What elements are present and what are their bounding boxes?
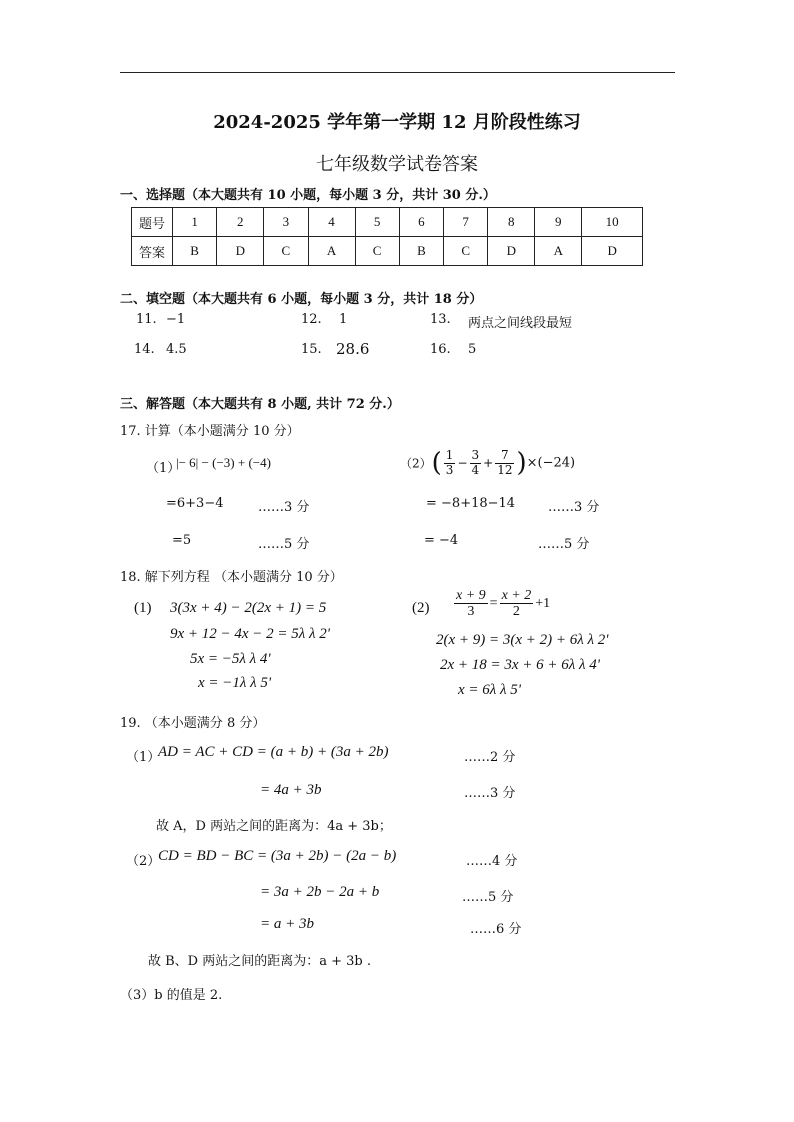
q17-p2-expr <box>400 448 575 478</box>
expr-tail: +1 <box>535 595 551 611</box>
numerator: x + 9 <box>456 588 486 603</box>
q17-p1-step2-score: ……5 分 <box>258 537 310 552</box>
q19-title: 19. （本小题满分 8 分） <box>120 716 266 731</box>
q19-p1-line1: AD = AC + CD = (a + b) + (3a + 2b) <box>158 744 389 760</box>
table-cell: 2 <box>217 208 264 237</box>
table-cell: 6 <box>399 208 443 237</box>
q19-p1-line2: = 4a + 3b <box>260 782 322 798</box>
denominator: 3 <box>445 462 454 477</box>
table-cell: 9 <box>535 208 582 237</box>
table-cell: D <box>488 237 535 266</box>
q19-p1-label: （1） <box>126 750 161 765</box>
fill-num-15: 15. <box>301 342 322 357</box>
fill-ans-11: −1 <box>166 312 186 327</box>
q17-p2-step1-score: ……3 分 <box>548 500 600 515</box>
q17-p1-step2: =5 <box>172 533 192 548</box>
table-header-a: 答案 <box>132 237 173 266</box>
q17-p1-expr: |− 6| − (−3) + (−4) <box>176 455 271 470</box>
fill-num-13: 13. <box>430 312 451 327</box>
table-row-questions <box>132 208 643 237</box>
q19-p2-conclusion: 故 B、D 两站之间的距离为：a + 3b . <box>148 954 372 969</box>
denominator: 3 <box>467 604 475 620</box>
q18-p1-line: 3(3x + 4) − 2(2x + 1) = 5 <box>170 600 327 616</box>
fraction <box>495 449 514 476</box>
table-cell: C <box>444 237 488 266</box>
q19-p1-line1-score: ……2 分 <box>464 750 516 765</box>
q19-p2-line3: = a + 3b <box>260 916 314 932</box>
q17-p2-step2-score: ……5 分 <box>538 537 590 552</box>
numerator: 3 <box>471 448 480 463</box>
q18-p1-label: (1) <box>134 600 152 616</box>
q19-p1-line2-score: ……3 分 <box>464 786 516 801</box>
table-cell: C <box>264 237 308 266</box>
expr-tail: ×(−24) <box>526 455 576 471</box>
q18-p2-line: x = 6λ λ 5' <box>458 682 521 698</box>
table-cell: D <box>582 237 643 266</box>
fill-num-14: 14. <box>134 342 155 357</box>
fill-num-16: 16. <box>430 342 451 357</box>
section1-heading: 一、选择题（本大题共有 10 小题，每小题 3 分，共计 30 分.） <box>120 188 496 203</box>
fraction <box>470 449 482 476</box>
operator: − <box>457 456 468 470</box>
fill-ans-12: 1 <box>339 312 348 327</box>
q19-p2-line2: = 3a + 2b − 2a + b <box>260 884 380 900</box>
q17-p1-label: （1） <box>146 461 181 476</box>
q19-p3: （3）b 的值是 2. <box>120 988 223 1003</box>
q18-p2-label: (2) <box>412 600 430 616</box>
right-paren: ) <box>516 448 527 478</box>
table-cell: 7 <box>444 208 488 237</box>
fraction <box>454 588 488 620</box>
table-cell: 5 <box>355 208 399 237</box>
table-row-answers <box>132 237 643 266</box>
fill-num-12: 12. <box>301 312 322 327</box>
table-cell: 4 <box>308 208 355 237</box>
q17-p1-step1: =6+3−4 <box>166 496 224 511</box>
section3-heading: 三、解答题（本大题共有 8 小题, 共计 72 分.） <box>120 397 400 412</box>
section2-heading: 二、填空题（本大题共有 6 小题，每小题 3 分，共计 18 分） <box>120 292 483 307</box>
q19-p2-line1-score: ……4 分 <box>466 854 518 869</box>
table-cell: B <box>173 237 217 266</box>
table-cell: B <box>399 237 443 266</box>
table-cell: 8 <box>488 208 535 237</box>
q19-p1-conclusion: 故 A，D 两站之间的距离为：4a + 3b； <box>156 819 392 834</box>
q18-p2-line: 2(x + 9) = 3(x + 2) + 6λ λ 2' <box>436 632 609 648</box>
q18-p2-line: 2x + 18 = 3x + 6 + 6λ λ 4' <box>440 657 601 673</box>
left-paren: ( <box>431 448 442 478</box>
fill-ans-13: 两点之间线段最短 <box>468 316 573 331</box>
fill-ans-14: 4.5 <box>166 342 187 357</box>
numerator: 7 <box>495 449 514 463</box>
table-cell: C <box>355 237 399 266</box>
denominator: 12 <box>497 462 513 477</box>
denominator: 4 <box>471 462 480 477</box>
q17-p2-step2: = −4 <box>424 533 459 548</box>
table-cell: D <box>217 237 264 266</box>
fraction <box>500 588 534 620</box>
q17-p2-label: （2） <box>400 456 432 471</box>
page-subtitle: 七年级数学试卷答案 <box>316 154 478 175</box>
table-cell: A <box>535 237 582 266</box>
q17-title: 17. 计算（本小题满分 10 分） <box>120 424 300 439</box>
q19-p2-line2-score: ……5 分 <box>462 890 514 905</box>
table-cell: 10 <box>582 208 643 237</box>
operator: = <box>489 595 498 611</box>
fraction <box>444 449 456 476</box>
denominator: 2 <box>512 604 520 620</box>
fill-num-11: 11. <box>136 312 157 327</box>
numerator: 1 <box>445 448 454 463</box>
q17-p1-step1-score: ……3 分 <box>258 500 310 515</box>
numerator: x + 2 <box>501 588 532 603</box>
fill-ans-16: 5 <box>468 342 477 357</box>
q17-p2-step1: = −8+18−14 <box>426 496 516 511</box>
q19-p2-line3-score: ……6 分 <box>470 922 522 937</box>
top-rule <box>120 72 675 73</box>
q18-p1-line: 5x = −5λ λ 4' <box>190 651 271 667</box>
table-cell: 1 <box>173 208 217 237</box>
table-cell: 3 <box>264 208 308 237</box>
q18-p1-line: 9x + 12 − 4x − 2 = 5λ λ 2' <box>170 626 331 642</box>
q18-p2-equation <box>452 588 550 620</box>
page-title: 2024-2025 学年第一学期 12 月阶段性练习 <box>213 112 581 133</box>
q19-p2-label: （2） <box>126 854 161 869</box>
table-header-q: 题号 <box>132 208 173 237</box>
answer-table <box>131 207 643 266</box>
q18-title: 18. 解下列方程 （本小题满分 10 分） <box>120 570 343 585</box>
q19-p2-line1: CD = BD − BC = (3a + 2b) − (2a − b) <box>158 848 397 864</box>
table-cell: A <box>308 237 355 266</box>
fill-ans-15: 28.6 <box>336 340 370 358</box>
operator: + <box>483 456 494 470</box>
q18-p1-line: x = −1λ λ 5' <box>198 675 272 691</box>
